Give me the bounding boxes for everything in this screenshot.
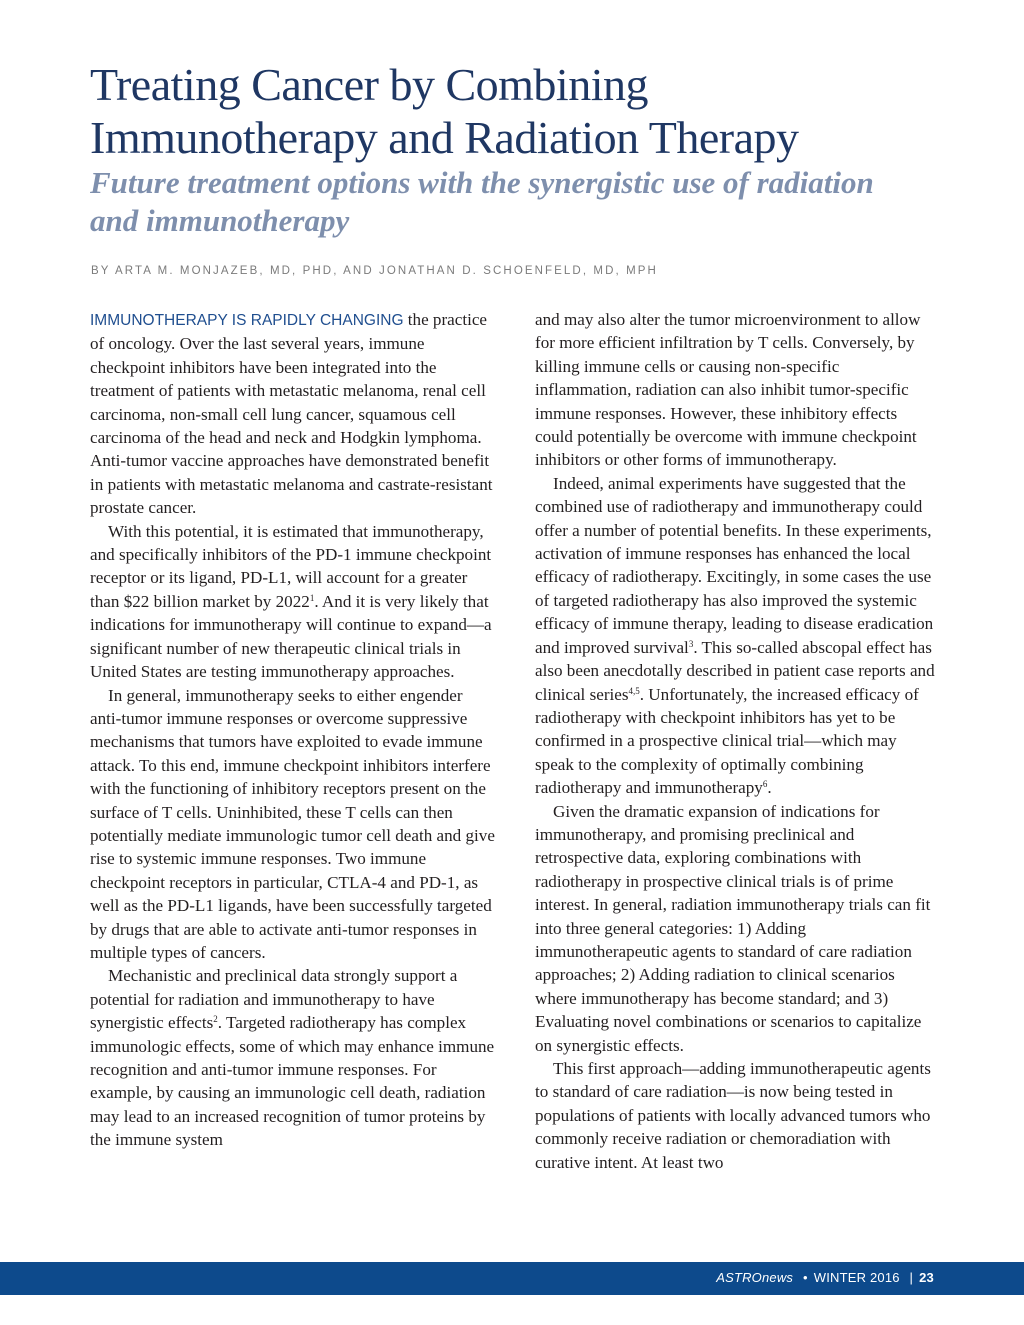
author-byline: BY ARTA M. MONJAZEB, MD, PHD, AND JONATHAN D. SCHOENFELD, MD, MPH bbox=[91, 265, 658, 277]
right-column bbox=[535, 308, 937, 1174]
paragraph-text: . This so-called abscopal effect has also been anecdotally described in patient case reports and clinical series bbox=[535, 637, 935, 704]
paragraph bbox=[90, 520, 498, 684]
divider: | bbox=[909, 1270, 914, 1285]
paragraph-text: Indeed, animal experiments have suggested that the combined use of radiotherapy and immunotherapy could offer a number of potential benefits. In these experiments, activation of immune responses has enhanced the local efficacy of radiotherapy. Excitingly, in some cases the use of targeted radiotherapy has also improved the systemic efficacy of immune therapy, leading to disease eradication and improved survival bbox=[535, 473, 934, 657]
publication-name: ASTROnews bbox=[716, 1270, 794, 1285]
page-number: 23 bbox=[919, 1270, 934, 1285]
issue-label: WINTER 2016 bbox=[813, 1270, 900, 1285]
paragraph: This first approach—adding immunotherapeutic agents to standard of care radiation—is now being tested in populations of patients with locally advanced tumors who commonly receive radiation or chemoradiation with curative intent. At least two bbox=[535, 1059, 931, 1172]
paragraph bbox=[535, 472, 937, 800]
paragraph bbox=[90, 964, 498, 1151]
paragraph-text: . And it is very likely that indications for immunotherapy will continue to expand—a significant number of new therapeutic clinical trials in United States are testing immunotherapy approaches. bbox=[90, 591, 492, 682]
bullet-separator: • bbox=[802, 1270, 808, 1285]
footer-info bbox=[716, 1270, 934, 1285]
title-line-1: Treating Cancer by Combining bbox=[90, 59, 648, 110]
lead-in: IMMUNOTHERAPY IS RAPIDLY CHANGING bbox=[90, 312, 404, 329]
paragraph bbox=[90, 308, 498, 520]
paragraph: and may also alter the tumor microenvironment to allow for more efficient infiltration by T cells. Conversely, by killing immune cells or causing non-specific inflammation, radiation can also inhibit tumor-specific immune responses. However, these inhibitory effects could potentially be overcome with immune checkpoint inhibitors or other forms of immunotherapy. bbox=[535, 310, 921, 470]
reference-marker: 2 bbox=[213, 1014, 218, 1025]
subtitle-line-1: Future treatment options with the synergistic use of radiation bbox=[90, 165, 874, 200]
paragraph-text: With this potential, it is estimated that immunotherapy, and specifically inhibitors of the PD-1 immune checkpoint receptor or its ligand, PD-L1, will account for a greater than $22 billion market by 2022 bbox=[90, 521, 492, 611]
reference-marker: 1 bbox=[309, 592, 315, 603]
title-line-2: Immunotherapy and Radiation Therapy bbox=[90, 112, 799, 163]
paragraph: In general, immunotherapy seeks to either engender anti-tumor immune responses or overcome suppressive mechanisms that tumors have exploited to evade immune attack. To this end, immune checkpoint inhibitors interfere with the functioning of inhibitory receptors present on the surface of T cells. Uninhibited, these T cells can then potentially mediate immunologic tumor cell death and give rise to systemic immune responses. Two immune checkpoint receptors in particular, CTLA-4 and PD-1, as well as the PD-L1 ligands, have been successfully targeted by drugs that are able to activate anti-tumor responses in multiple types of cancers. bbox=[90, 685, 495, 962]
article-title bbox=[90, 58, 950, 164]
left-column bbox=[90, 308, 498, 1152]
paragraph: Given the dramatic expansion of indications for immunotherapy, and promising preclinical and retrospective data, exploring combinations with radiotherapy in prospective clinical trials is of prime interest. In general, radiation immunotherapy trials can fit into three general categories: 1) Adding immunotherapeutic agents to standard of care radiation approaches; 2) Adding radiation to clinical scenarios where immunotherapy has become standard; and 3) Evaluating novel combinations or scenarios to capitalize on synergistic effects. bbox=[535, 801, 931, 1055]
paragraph-text: the practice of oncology. Over the last several years, immune checkpoint inhibitors have been integrated into the treatment of patients with metastatic melanoma, renal cell carcinoma, non-small cell lung cancer, squamous cell carcinoma of the head and neck and Hodgkin lymphoma. Anti-tumor vaccine approaches have demonstrated benefit in patients with metastatic melanoma and castrate-resistant prostate cancer. bbox=[90, 310, 493, 518]
paragraph-text: Mechanistic and preclinical data strongly support a potential for radiation and immunotherapy to have synergistic effects bbox=[90, 966, 458, 1033]
article-subtitle bbox=[90, 164, 950, 240]
reference-marker: 4,5 bbox=[628, 685, 640, 696]
paragraph-text: . bbox=[767, 778, 772, 798]
subtitle-line-2: and immunotherapy bbox=[90, 203, 350, 238]
footer-bar bbox=[0, 1262, 1024, 1295]
reference-marker: 3 bbox=[688, 638, 694, 649]
paragraph-text: . Unfortunately, the increased efficacy of radiotherapy with checkpoint inhibitors has yet to be confirmed in a prospective clinical trial—which may speak to the complexity of optimally combining radiotherapy and immunotherapy bbox=[535, 684, 919, 798]
reference-marker: 6 bbox=[762, 779, 768, 790]
paragraph-text: . Targeted radiotherapy has complex immunologic effects, some of which may enhance immune recognition and anti-tumor immune responses. For example, by causing an immunologic cell death, radiation may lead to an increased recognition of tumor proteins by the immune system bbox=[90, 1013, 495, 1150]
